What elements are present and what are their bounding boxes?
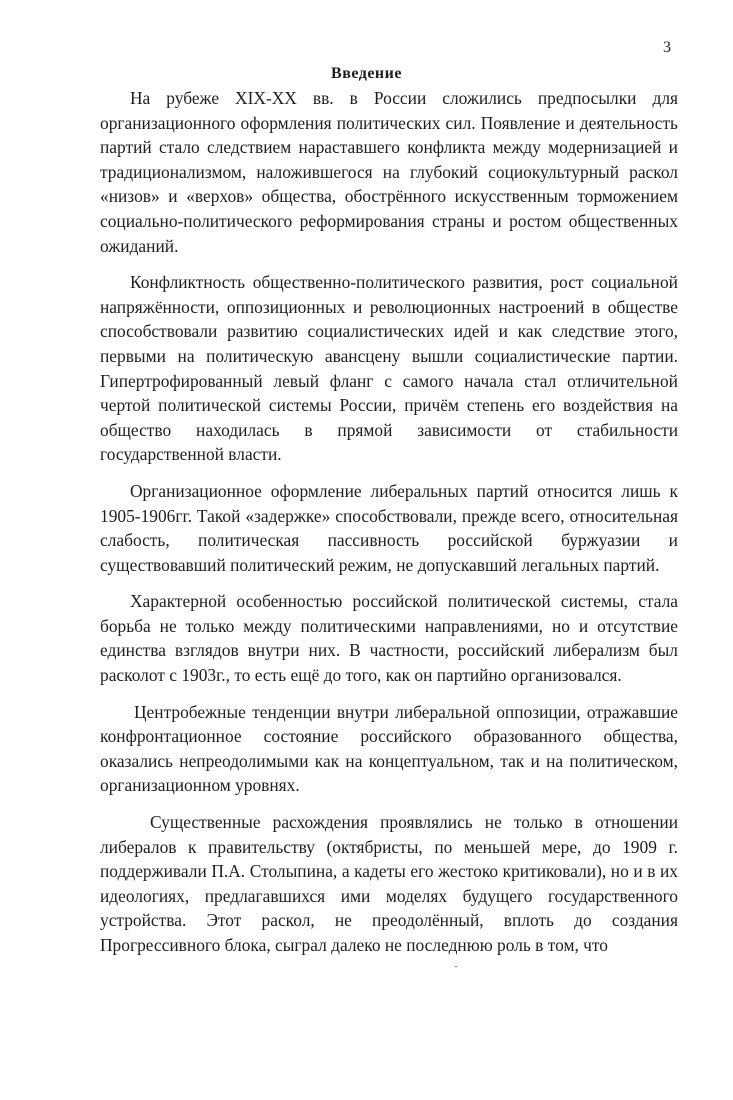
paragraph-5: Центробежные тенденции внутри либеральной оппозиции, отражавшие конфронтационное состояние российского образованного общества, оказались непреодолимыми как на концептуальном, так и на политическом, организационном уровнях.	[100, 701, 678, 796]
paragraph-1: На рубеже XIX-XX вв. в России сложились предпосылки для организационного оформления политических сил. Появление и деятельность партий стало следствием нараставшего конфликта между модернизацией и традиционализмом, наложившегося на глубокий социокультурный раскол «низов» и «верхов» общества, обострённого искусственным торможением социально-политического реформирования страны и ростом общественных ожиданий.	[100, 88, 678, 256]
page-number: 3	[663, 39, 671, 56]
paragraph-6: Существенные расхождения проявлялись не только в отношении либералов к правительству (октябристы, по меньшей мере, до 1909 г. поддерживали П.А. Столыпина, а кадеты его жестоко критиковали), но и в их идеологиях, предлагавшихся ими моделях будущего государственного устройства. Этот раскол, не преодолённый, вплоть до создания Прогрессивного блока, сыграл далеко не последнюю роль в том, что	[100, 812, 678, 955]
section-heading: Введение	[331, 65, 402, 82]
scan-speck	[455, 966, 457, 967]
body-text	[100, 86, 678, 958]
paragraph-2: Конфликтность общественно-политического развития, рост социальной напряжённости, оппозиционных и революционных настроений в обществе способствовали развитию социалистических идей и как следствие этого, первыми на политическую авансцену вышли социалистические партии. Гипертрофированный левый фланг с самого начала стал отличительной чертой политической системы России, причём степень его воздействия на общество находилась в прямой зависимости от стабильности государственной власти.	[100, 272, 678, 465]
paragraph-4: Характерной особенностью российской политической системы, стала борьба не только между политическими направлениями, но и отсутствие единства взглядов внутри них. В частности, российский либерализм был расколот с 1903г., то есть ещё до того, как он партийно организовался.	[100, 591, 678, 686]
paragraph-3: Организационное оформление либеральных партий относится лишь к 1905-1906гг. Такой «задержке» способствовали, прежде всего, относительная слабость, политическая пассивность российской буржуазии и существовавший политический режим, не допускавший легальных партий.	[100, 480, 678, 575]
